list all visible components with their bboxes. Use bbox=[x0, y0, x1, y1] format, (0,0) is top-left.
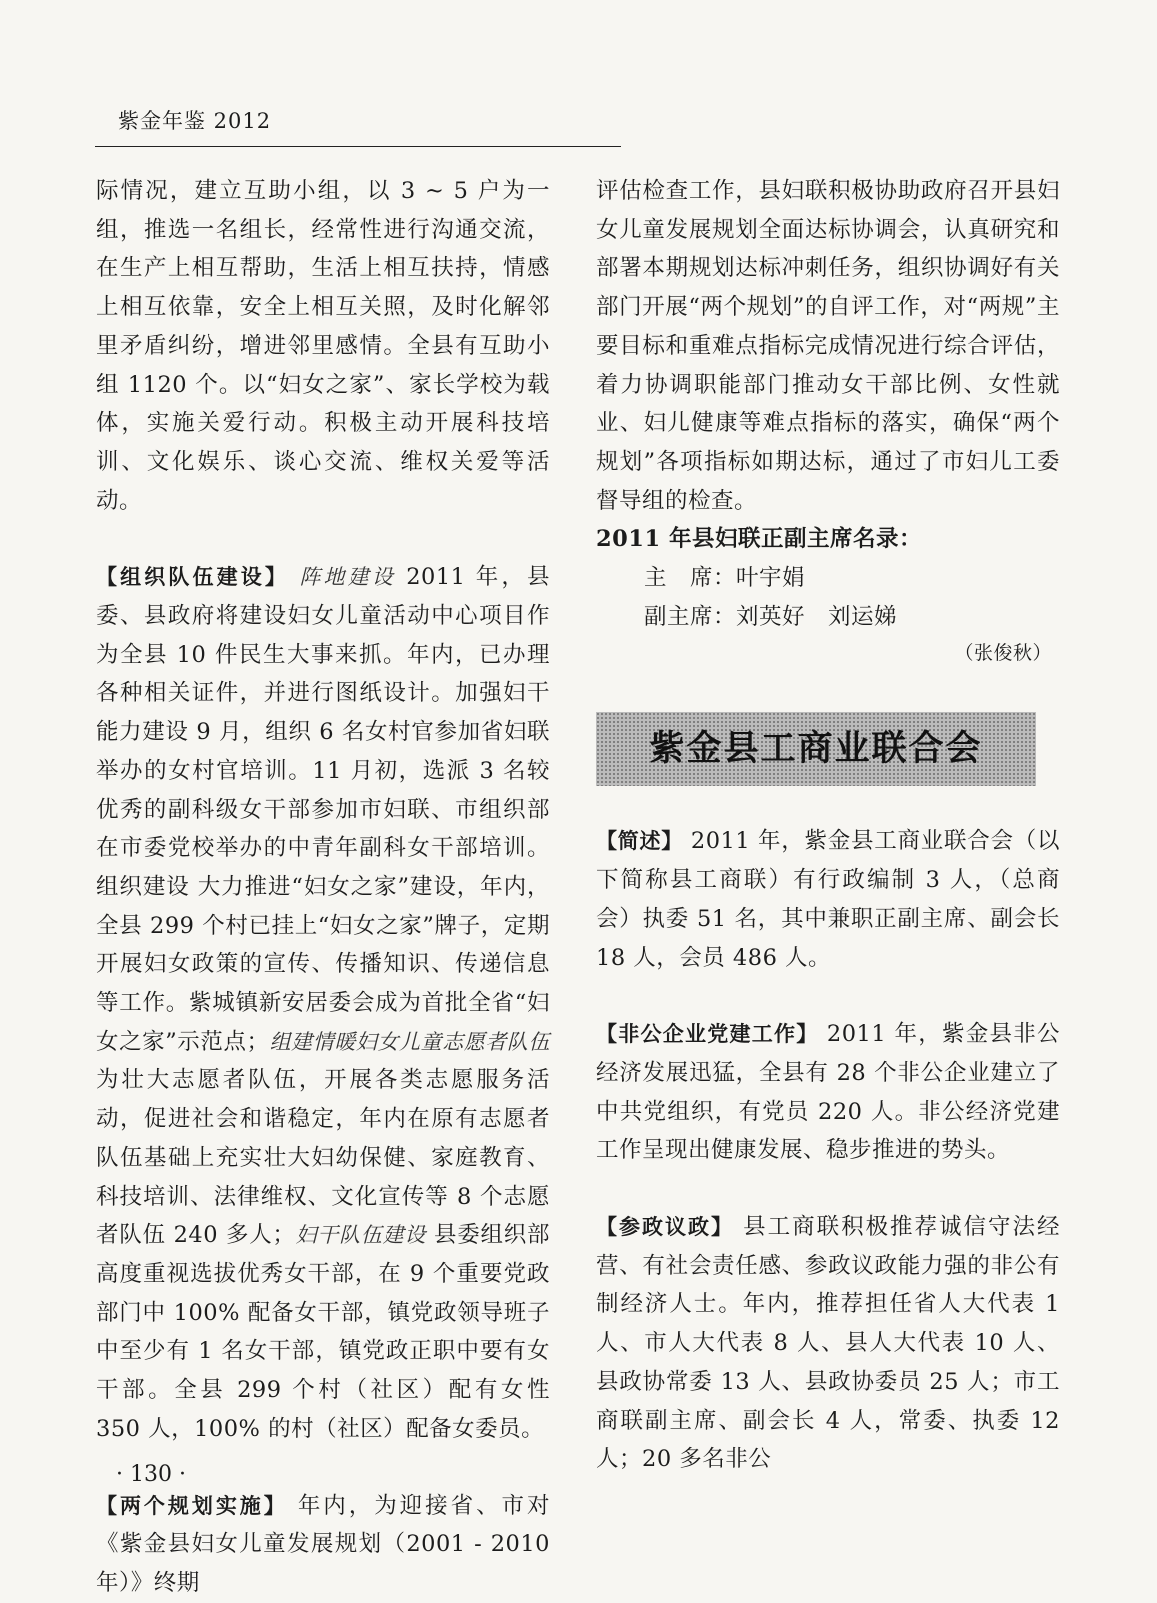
org-text-2: 为壮大志愿者队伍，开展各类志愿服务活动，促进社会和谐稳定，年内在原有志愿者队伍基础上充实壮大妇幼保健、家庭教育、科技培训、法律维权、文化宣传等 8 个志愿者队伍 240 多人； bbox=[96, 1067, 550, 1249]
overview-paragraph bbox=[596, 822, 1060, 977]
roster-title: 2011 年县妇联正副主席名录： bbox=[596, 526, 922, 553]
section-tag-politics: 【参政议政】 bbox=[596, 1215, 734, 1240]
section-tag-party: 【非公企业党建工作】 bbox=[596, 1022, 819, 1047]
running-header: 紫金年鉴 2012 bbox=[118, 109, 272, 133]
org-building-paragraph bbox=[96, 558, 550, 1448]
politics-paragraph bbox=[596, 1208, 1060, 1479]
section-tag-plan: 【两个规划实施】 bbox=[96, 1493, 288, 1518]
roster-vice-chair: 副主席：刘英好 刘运娣 bbox=[644, 603, 898, 630]
subheading-venue: 阵地建设 bbox=[299, 565, 396, 590]
party-building-paragraph bbox=[596, 1015, 1060, 1170]
subheading-volunteers: 组建情暖妇女儿童志愿者队伍 bbox=[269, 1029, 550, 1054]
banner-title: 紫金县工商业联合会 bbox=[649, 729, 983, 770]
party-text: 2011 年，紫金县非公经济发展迅猛，全县有 28 个非公企业建立了中共党组织，有党员 220 人。非公经济党建工作呈现出健康发展、稳步推进的势头。 bbox=[596, 1021, 1061, 1164]
spacer bbox=[596, 977, 1060, 1015]
section-tag-org: 【组织队伍建设】 bbox=[96, 565, 290, 590]
org-text-1: 2011 年，县委、县政府将建设妇女儿童活动中心项目作为全县 10 件民生大事来抓。年内，已办理各种相关证件，并进行图纸设计。加强妇干能力建设 9 月，组织 6 名女村官参加省妇联举办的女村官培训。11 月初，选派 3 名较优秀的副科级女干部参加市妇联、市组织部在市委党校举办的中青年副科女干部培训。组织建设 大力推进“妇女之家”建设，年内，全县 299 个村已挂上“妇女之家”牌子，定期开展妇女政策的宣传、传播知识、传递信息等工作。紫城镇新安居委会成为首批全省“妇女之家”示范点； bbox=[96, 564, 551, 1055]
right-column bbox=[596, 172, 1060, 1479]
left-continued-paragraph: 际情况，建立互助小组，以 3 ~ 5 户为一组，推选一名组长，经常性进行沟通交流，在生产上相互帮助，生活上相互扶持，情感上相互依靠，安全上相互关照，及时化解邻里矛盾纠纷，增进邻里感情。全县有互助小组 1120 个。以“妇女之家”、家长学校为载体，实施关爱行动。积极主动开展科技培训、文化娱乐、谈心交流、维权关爱等活动。 bbox=[96, 178, 550, 514]
right-continued-paragraph: 评估检查工作，县妇联积极协助政府召开县妇女儿童发展规划全面达标协调会，认真研究和部署本期规划达标冲刺任务，组织协调好有关部门开展“两个规划”的自评工作，对“两规”主要目标和重难点指标完成情况进行综合评估，着力协调职能部门推动女干部比例、女性就业、妇儿健康等难点指标的落实，确保“两个规划”各项指标如期达标，通过了市妇儿工委督导组的检查。 bbox=[596, 178, 1060, 514]
roster-chair: 主 席：叶宇娟 bbox=[644, 565, 806, 592]
spacer bbox=[96, 520, 550, 558]
header-rule bbox=[95, 146, 621, 147]
politics-text: 县工商联积极推荐诚信守法经营、有社会责任感、参政议政能力强的非公有制经济人士。年内，推荐担任省人大代表 1 人、市人大代表 8 人、县人大代表 10 人、县政协常委 13 人、县政协委员 25 人；市工商联副主席、副会长 4 人，常委、执委 12 人；20 多名非公 bbox=[596, 1214, 1061, 1473]
plan-text: 年内，为迎接省、市对《紫金县妇女儿童发展规划（2001 - 2010 年）》终期 bbox=[96, 1492, 550, 1596]
overview-text: 2011 年，紫金县工商业联合会（以下简称县工商联）有行政编制 3 人，（总商会）执委 51 名，其中兼职正副主席、副会长 18 人，会员 486 人。 bbox=[596, 828, 1060, 971]
section-tag-overview: 【简述】 bbox=[596, 829, 683, 854]
section-banner bbox=[596, 712, 1036, 786]
left-column bbox=[96, 172, 550, 1603]
org-text-3: 县委组织部高度重视选拔优秀女干部，在 9 个重要党政部门中 100% 配备女干部，镇党政领导班子中至少有 1 名女干部，镇党政正职中要有女干部。全县 299 个村（社区）配有女性 350 人，100% 的村（社区）配备女委员。 bbox=[96, 1222, 550, 1442]
page-number: · 130 · bbox=[116, 1462, 186, 1487]
subheading-cadres: 妇干队伍建设 bbox=[295, 1223, 427, 1248]
author-credit: （张俊秋） bbox=[954, 642, 1052, 665]
plan-paragraph bbox=[96, 1487, 550, 1603]
spacer bbox=[596, 1170, 1060, 1208]
